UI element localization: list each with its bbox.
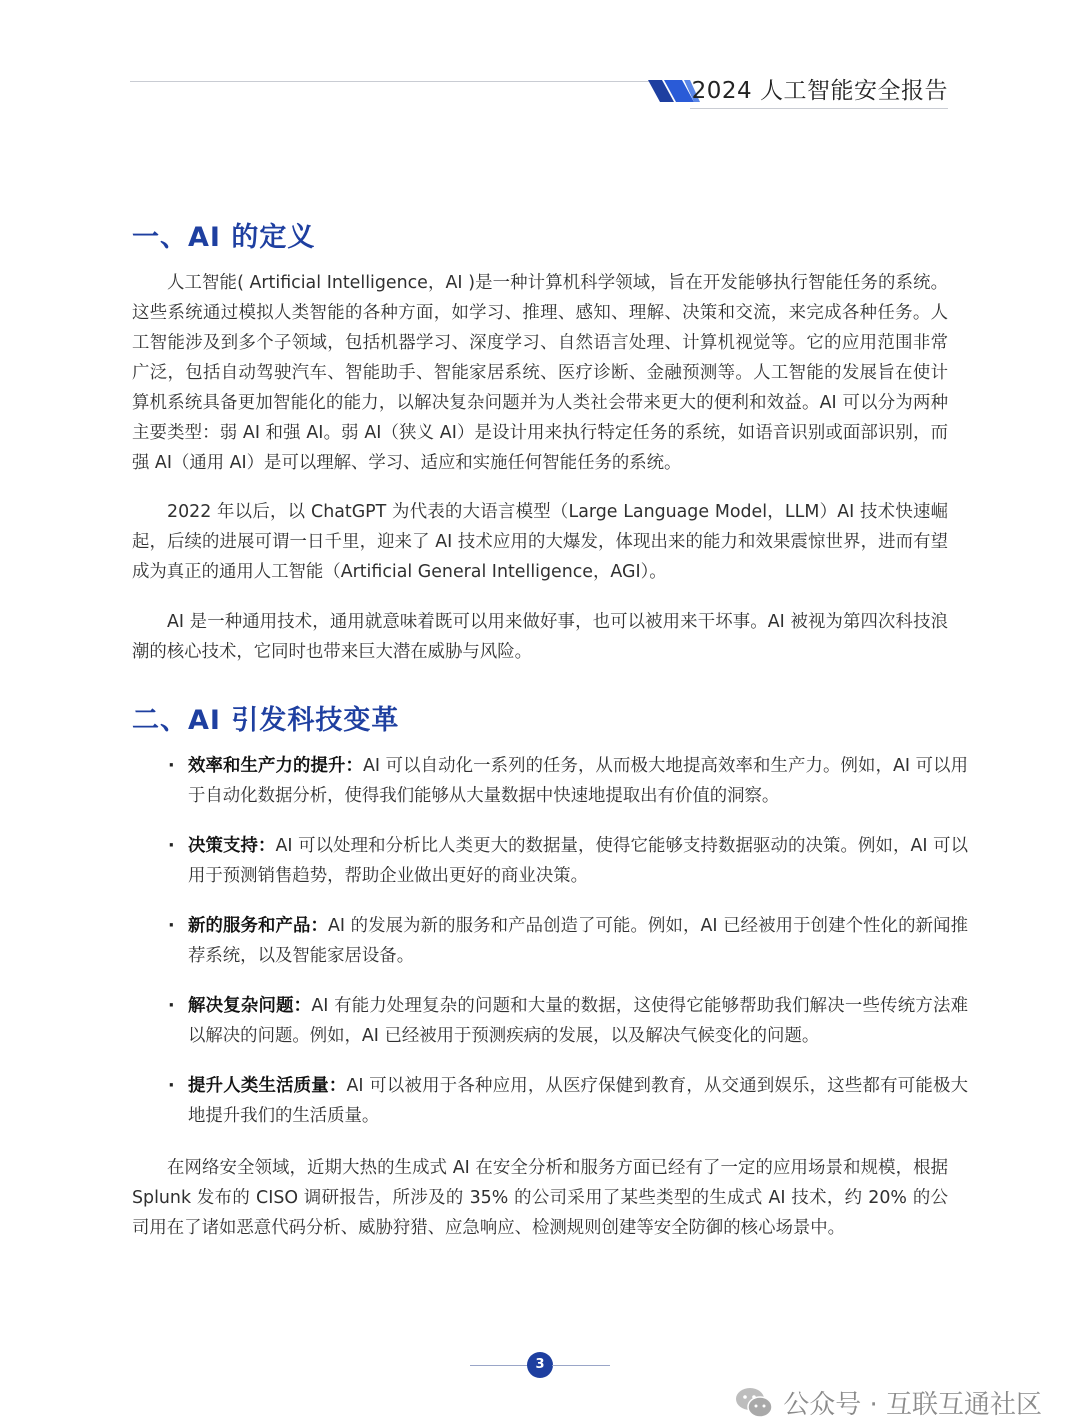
footer-rule-right — [552, 1365, 610, 1366]
bullet-text: AI 可以被用于各种应用，从医疗保健到教育，从交通到娱乐，这些都有可能极大地提升我们的生活质量。 — [188, 1076, 968, 1126]
bullet-text: AI 有能力处理复杂的问题和大量的数据，这使得它能够帮助我们解决一些传统方法难以解决的问题。例如，AI 已经被用于预测疾病的发展，以及解决气候变化的问题。 — [188, 996, 968, 1046]
bullet-text: AI 可以自动化一系列的任务，从而极大地提高效率和生产力。例如，AI 可以用于自动化数据分析，使得我们能够从大量数据中快速地提取出有价值的洞察。 — [188, 756, 968, 806]
paragraph-security: 在网络安全领域，近期大热的生成式 AI 在安全分析和服务方面已经有了一定的应用场景和规模，根据 Splunk 发布的 CISO 调研报告，所涉及的 35% 的公司采用了某些类型的生成式 AI 技术，约 20% 的公司用在了诸如恶意代码分析、威胁狩猎、应急响应、检测规则创建等安全防御的核心场景中。 — [132, 1158, 948, 1238]
wechat-icon — [735, 1386, 773, 1420]
section-title-definition: 一、AI 的定义 — [132, 222, 316, 253]
header-rule-right — [690, 108, 948, 109]
footer-rule-left — [470, 1365, 528, 1366]
paragraph-definition: 人工智能( Artificial Intelligence，AI )是一种计算机科学领域，旨在开发能够执行智能任务的系统。这些系统通过模拟人类智能的各种方面，如学习、推理、感知、理解、决策和交流，来完成各种任务。人工智能涉及到多个子领域，包括机器学习、深度学习、自然语言处理、计算机视觉等。它的应用范围非常广泛，包括自动驾驶汽车、智能助手、智能家居系统、医疗诊断、金融预测等。人工智能的发展旨在使计算机系统具备更加智能化的能力，以解决复杂问题并为人类社会带来更大的便利和效益。AI 可以分为两种主要类型：弱 AI 和强 AI。弱 AI（狭义 AI）是设计用来执行特定任务的系统，如语音识别或面部识别，而强 AI（通用 AI）是可以理解、学习、适应和实施任何智能任务的系统。 — [132, 273, 948, 473]
list-item — [168, 831, 968, 891]
bullet-text: AI 的发展为新的服务和产品创造了可能。例如，AI 已经被用于创建个性化的新闻推荐系统，以及智能家居设备。 — [188, 916, 968, 966]
bullet-lead: 决策支持： — [188, 836, 276, 856]
bullet-dot-icon: · — [168, 996, 175, 1016]
bullet-lead: 提升人类生活质量： — [188, 1076, 347, 1096]
bullet-dot-icon: · — [168, 836, 175, 856]
header-rule-left — [130, 81, 650, 82]
bullet-dot-icon: · — [168, 756, 175, 776]
bullet-dot-icon: · — [168, 1076, 175, 1096]
list-item — [168, 911, 968, 971]
bullet-lead: 效率和生产力的提升： — [188, 756, 363, 776]
page-number: 3 — [527, 1352, 553, 1378]
watermark-text: 公众号 · 互联互通社区 — [783, 1390, 1042, 1420]
list-item — [168, 991, 968, 1051]
bullet-lead: 新的服务和产品： — [188, 916, 328, 936]
bullet-dot-icon: · — [168, 916, 175, 936]
list-item — [168, 1071, 968, 1131]
bullet-text: AI 可以处理和分析比人类更大的数据量，使得它能够支持数据驱动的决策。例如，AI 可以用于预测销售趋势，帮助企业做出更好的商业决策。 — [188, 836, 968, 886]
paragraph-llm: 2022 年以后，以 ChatGPT 为代表的大语言模型（Large Language Model，LLM）AI 技术快速崛起，后续的进展可谓一日千里，迎来了 AI 技术应用的大爆发，体现出来的能力和效果震惊世界，进而有望成为真正的通用人工智能（Artificial General Intelligence，AGI）。 — [132, 502, 948, 582]
list-item — [168, 751, 968, 811]
header-title: 2024 人工智能安全报告 — [691, 78, 948, 104]
paragraph-general-tech: AI 是一种通用技术，通用就意味着既可以用来做好事，也可以被用来干坏事。AI 被视为第四次科技浪潮的核心技术，它同时也带来巨大潜在威胁与风险。 — [132, 612, 948, 662]
watermark — [735, 1384, 1042, 1421]
section-title-revolution: 二、AI 引发科技变革 — [132, 705, 400, 736]
bullet-lead: 解决复杂问题： — [188, 996, 312, 1016]
